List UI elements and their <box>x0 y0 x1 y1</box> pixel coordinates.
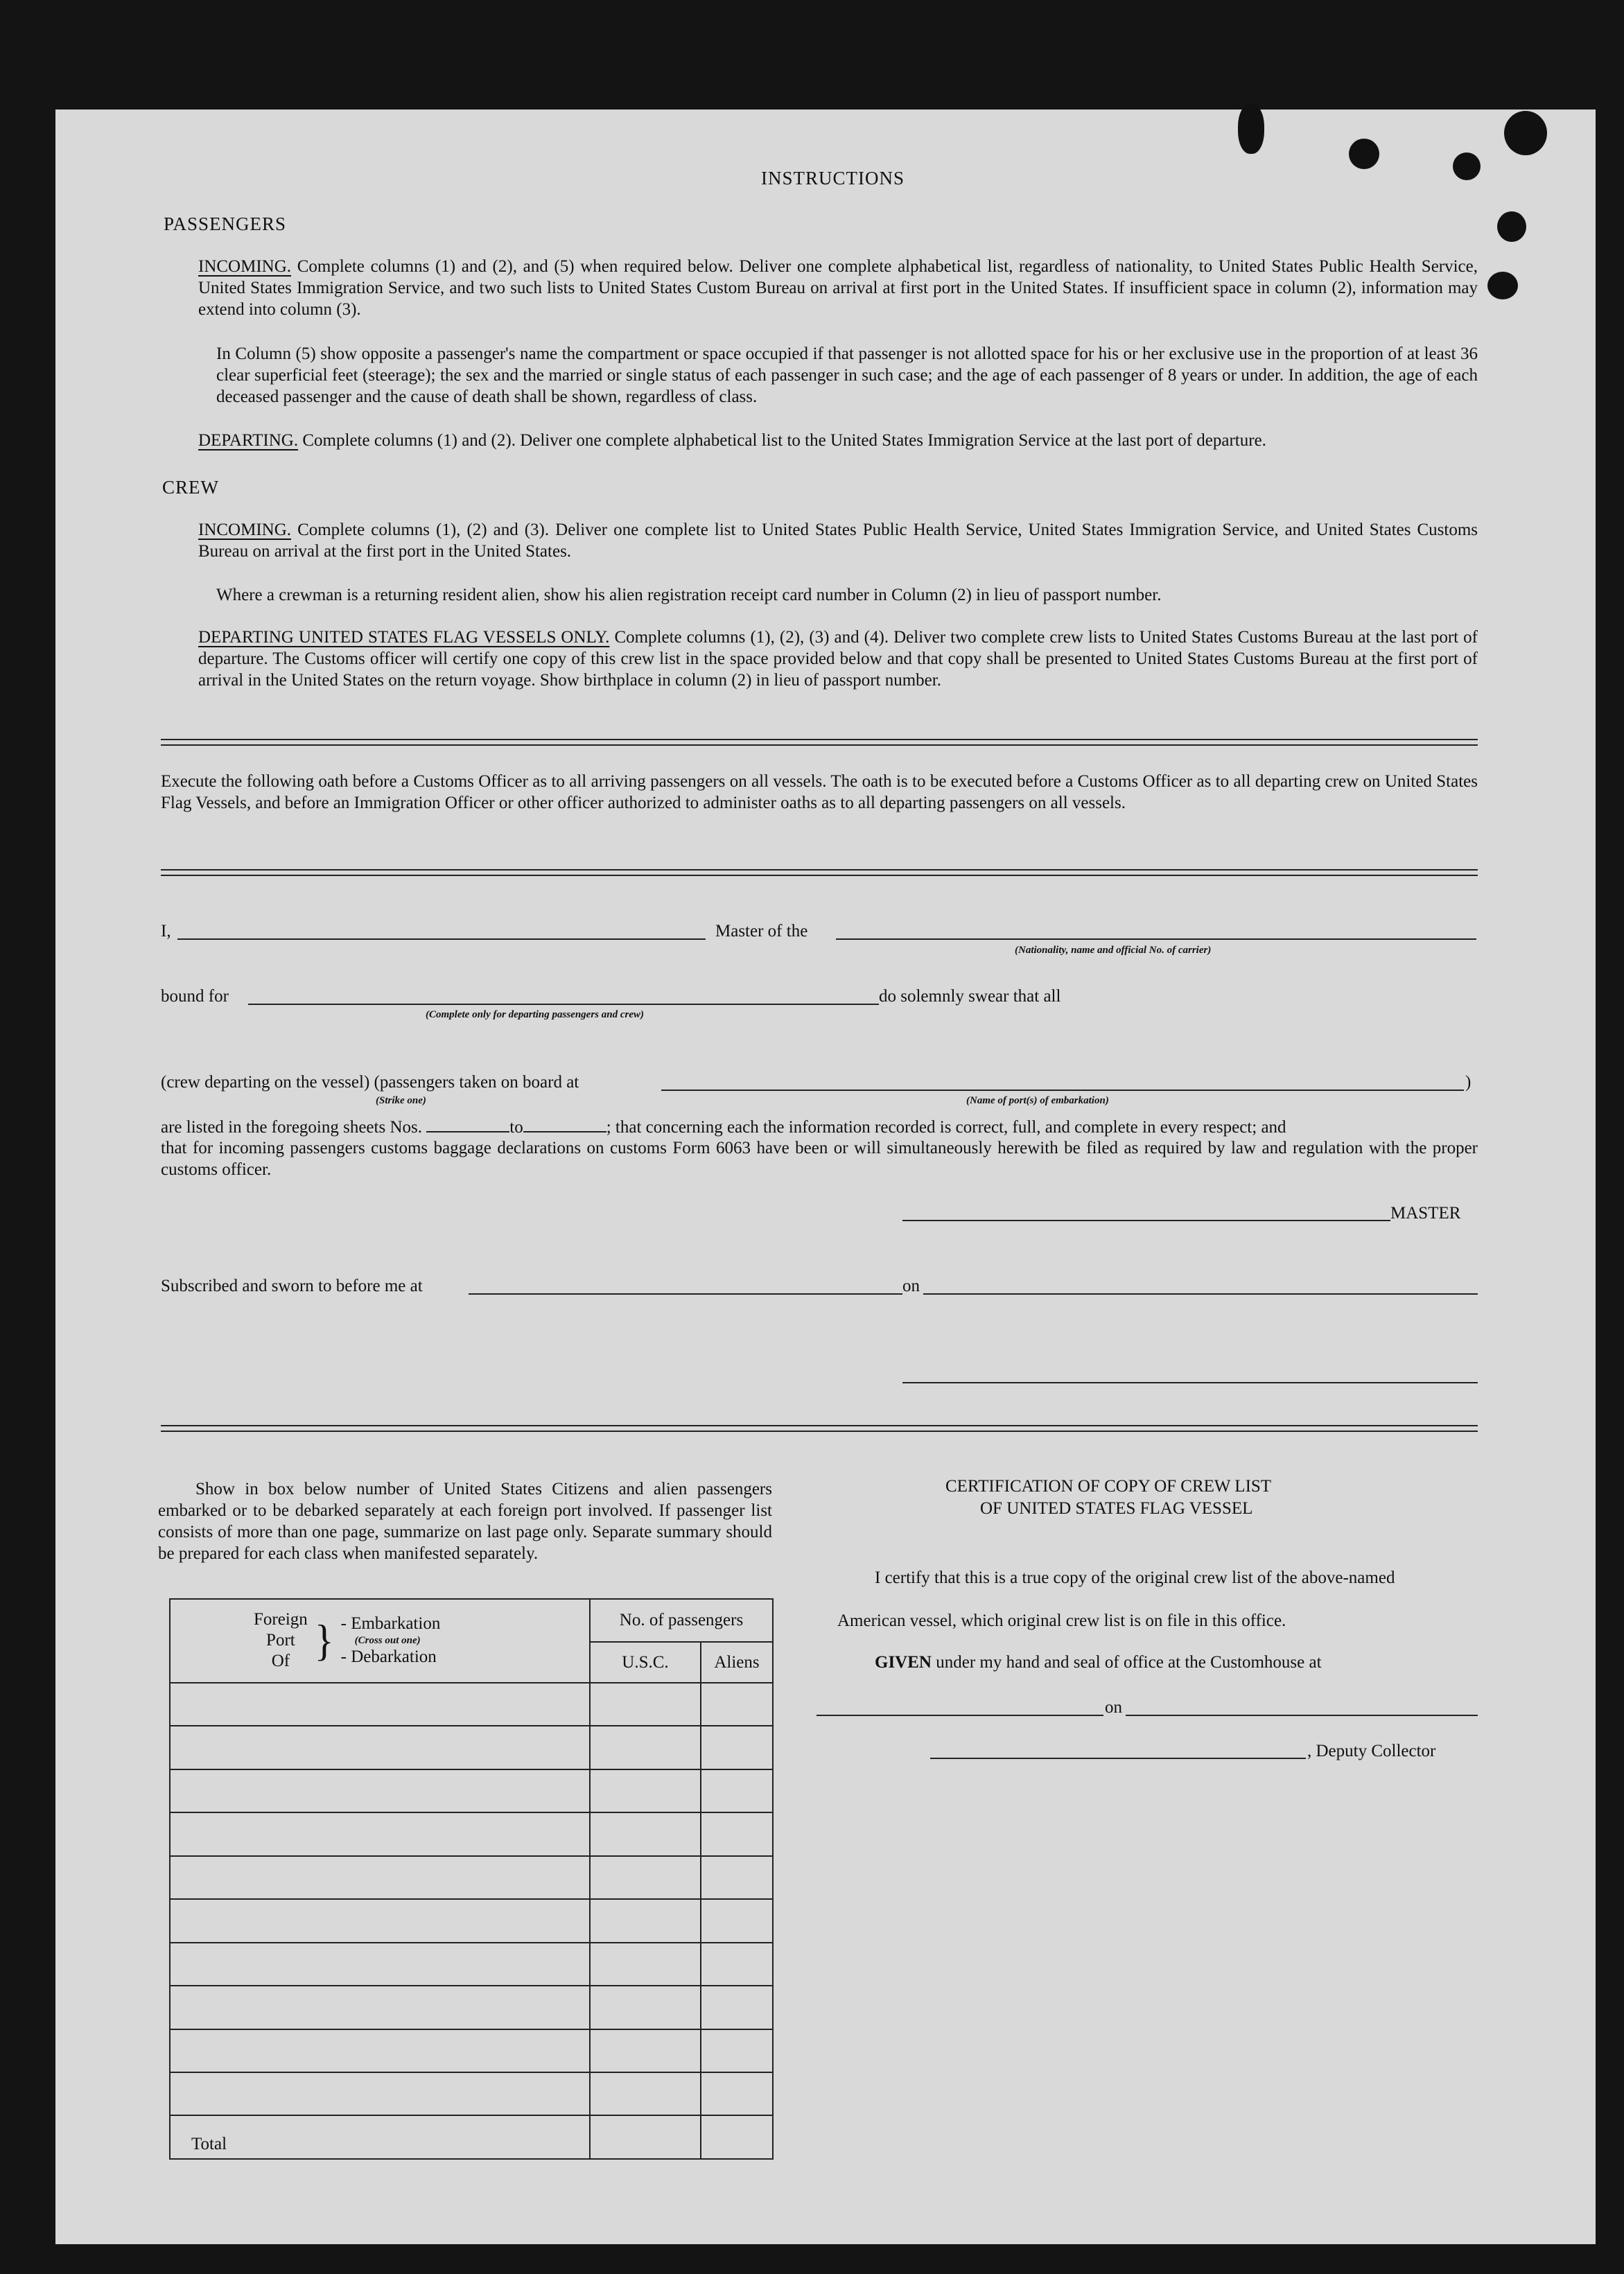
no-passengers-header: No. of passengers <box>590 1599 773 1642</box>
passengers-departing-paragraph <box>198 430 1478 451</box>
table-row[interactable] <box>170 1986 773 2029</box>
swear-label: do solemnly swear that all <box>879 987 1061 1006</box>
passengers-incoming-label: INCOMING. <box>198 257 292 276</box>
of-label: Of <box>271 1652 290 1671</box>
column5-paragraph: In Column (5) show opposite a passenger's name the compartment or space occupied if that passenger is not allotted space for his or her exclusive use in the proportion of at least 36 clear superficial feet (steerage); the sex and the married or single status of each passenger in such case; and the age of each passenger of 8 years or under. In addition, the age of each deceased passenger and the cause of death shall be shown, regardless of class. <box>216 344 1478 406</box>
certify-text-2: American vessel, which original crew list is on file in this office. <box>837 1611 1286 1630</box>
aliens-header: Aliens <box>701 1642 773 1682</box>
passengers-incoming-text: Complete columns (1) and (2), and (5) when required below. Deliver one complete alphabetical list, regardless of nationality, to United States Public Health Service, United States Immigration Service, and two such lists to United States Custom Bureau on arrival at first port in the United States. If insufficient space in column (2), information may extend into column (3). <box>198 257 1478 319</box>
master-signature-field[interactable] <box>902 1220 1390 1221</box>
bound-for-label: bound for <box>161 987 229 1006</box>
departing-caption: (Complete only for departing passengers and crew) <box>426 1009 644 1020</box>
ink-blot <box>1504 111 1547 155</box>
carrier-field[interactable] <box>836 938 1476 940</box>
crew-incoming-paragraph <box>198 519 1478 562</box>
certification-date-field[interactable] <box>1126 1715 1478 1716</box>
to-label: to <box>509 1118 523 1137</box>
crew-incoming-label: INCOMING. <box>198 521 292 539</box>
crew-resident-paragraph: Where a crewman is a returning resident alien, show his alien registration receipt card number in Column (2) in lieu of passport number. <box>216 586 1162 604</box>
table-row[interactable] <box>170 2072 773 2115</box>
cross-out-caption: (Cross out one) <box>354 1635 421 1647</box>
subscribed-on-label: on <box>902 1277 920 1295</box>
subscribed-place-field[interactable] <box>469 1293 902 1295</box>
divider <box>161 739 1478 746</box>
table-row[interactable] <box>170 1726 773 1769</box>
crew-departing-paragraph <box>198 627 1478 691</box>
bound-for-field[interactable] <box>248 1004 879 1005</box>
summary-instructions: Show in box below number of United States Citizens and alien passengers embarked or to be debarked separately at each foreign port involved. If passenger list consists of more than one page, summarize on last page only. Separate summary should be prepared for each class when manifested separately. <box>158 1480 772 1563</box>
crew-departing-label: (crew departing on the vessel) (passengers taken on board at <box>161 1073 579 1092</box>
debarkation-label: - Debarkation <box>340 1647 437 1667</box>
embarkation-label: - Embarkation <box>340 1614 441 1634</box>
carrier-caption: (Nationality, name and official No. of carrier) <box>1015 945 1212 956</box>
passengers-incoming-paragraph <box>198 256 1478 320</box>
brace-icon: } <box>314 1616 334 1665</box>
ink-blot <box>1487 272 1518 299</box>
listed-line <box>161 1116 1286 1137</box>
oath-i-label: I, <box>161 922 171 941</box>
oath-instructions: Execute the following oath before a Customs Officer as to all arriving passengers on all vessels. The oath is to be executed before a Customs Officer as to all departing crew on United States Flag Vessels, and before an Immigration Officer or other officer authorized to administer oaths as to all departing passengers on all vessels. <box>161 772 1478 812</box>
usc-header: U.S.C. <box>590 1642 701 1682</box>
given-text: under my hand and seal of office at the Customhouse at <box>936 1653 1322 1672</box>
deputy-collector-label: , Deputy Collector <box>1307 1742 1436 1760</box>
officer-signature-field[interactable] <box>902 1382 1478 1383</box>
total-row[interactable] <box>170 2115 773 2159</box>
foreign-label: Foreign <box>254 1610 308 1629</box>
total-label: Total <box>170 2115 590 2159</box>
certify-text: I certify that this is a true copy of the original crew list of the above-named <box>875 1568 1395 1587</box>
master-of-label: Master of the <box>715 922 808 941</box>
ink-blot <box>1349 139 1379 169</box>
deputy-signature-field[interactable] <box>930 1758 1306 1759</box>
table-row[interactable] <box>170 1943 773 1986</box>
crew-heading: CREW <box>162 477 219 498</box>
customhouse-field[interactable] <box>817 1715 1103 1716</box>
certification-title-1: CERTIFICATION OF COPY OF CREW LIST <box>945 1477 1272 1496</box>
strike-caption: (Strike one) <box>376 1095 426 1106</box>
table-row[interactable] <box>170 2029 773 2072</box>
embark-caption: (Name of port(s) of embarkation) <box>966 1095 1109 1106</box>
embarkation-port-field[interactable] <box>661 1090 1464 1091</box>
crew-departing-label: DEPARTING UNITED STATES FLAG VESSELS ONLY. <box>198 628 610 647</box>
table-row[interactable] <box>170 1856 773 1899</box>
given-bold: GIVEN <box>875 1653 932 1672</box>
certification-on-label: on <box>1105 1698 1122 1717</box>
master-label: MASTER <box>1390 1204 1461 1223</box>
port-label: Port <box>266 1631 295 1650</box>
passengers-departing-label: DEPARTING. <box>198 431 299 450</box>
given-line <box>875 1653 1322 1672</box>
port-summary-table <box>169 1598 774 2160</box>
crew-departing-text: Complete columns (1), (2), (3) and (4). Deliver two complete crew lists to United States Customs Bureau at the last port of departure. The Customs officer will certify one copy of this crew list in the space provided below and that copy shall be presented to United States Customs Bureau at the first port of arrival in the United States on the return voyage. Show birthplace in column (2) in lieu of passport number. <box>198 628 1478 690</box>
ink-blot <box>1453 152 1481 180</box>
ink-blot <box>1238 104 1264 154</box>
listed-suffix: ; that concerning each the information recorded is correct, full, and complete in every respect; and <box>606 1118 1286 1137</box>
divider <box>161 869 1478 876</box>
divider <box>161 1425 1478 1432</box>
listed-prefix: are listed in the foregoing sheets Nos. <box>161 1118 422 1137</box>
subscribed-label: Subscribed and sworn to before me at <box>161 1277 423 1295</box>
table-row[interactable] <box>170 1683 773 1726</box>
crew-incoming-text: Complete columns (1), (2) and (3). Deliver one complete list to United States Public Health Service, United States Immigration Service, and United States Customs Bureau on arrival at the first port in the United States. <box>198 521 1478 561</box>
close-paren: ) <box>1465 1073 1472 1092</box>
ink-blot <box>1497 211 1526 242</box>
table-row[interactable] <box>170 1812 773 1855</box>
passengers-heading: PASSENGERS <box>164 213 287 234</box>
port-header <box>170 1599 590 1683</box>
master-name-field[interactable] <box>177 938 706 940</box>
sheet-to-field[interactable] <box>523 1116 606 1132</box>
sheet-from-field[interactable] <box>426 1116 509 1132</box>
listed-continuation: that for incoming passengers customs baggage declarations on customs Form 6063 have been or will simultaneously herewith be filed as required by law and regulation with the proper customs officer. <box>161 1139 1478 1179</box>
subscribed-date-field[interactable] <box>923 1293 1478 1295</box>
table-row[interactable] <box>170 1899 773 1942</box>
passengers-departing-text: Complete columns (1) and (2). Deliver one complete alphabetical list to the United States Immigration Service at the last port of departure. <box>302 431 1266 450</box>
certification-title-2: OF UNITED STATES FLAG VESSEL <box>980 1499 1253 1518</box>
table-row[interactable] <box>170 1769 773 1812</box>
page-title: INSTRUCTIONS <box>761 168 905 189</box>
